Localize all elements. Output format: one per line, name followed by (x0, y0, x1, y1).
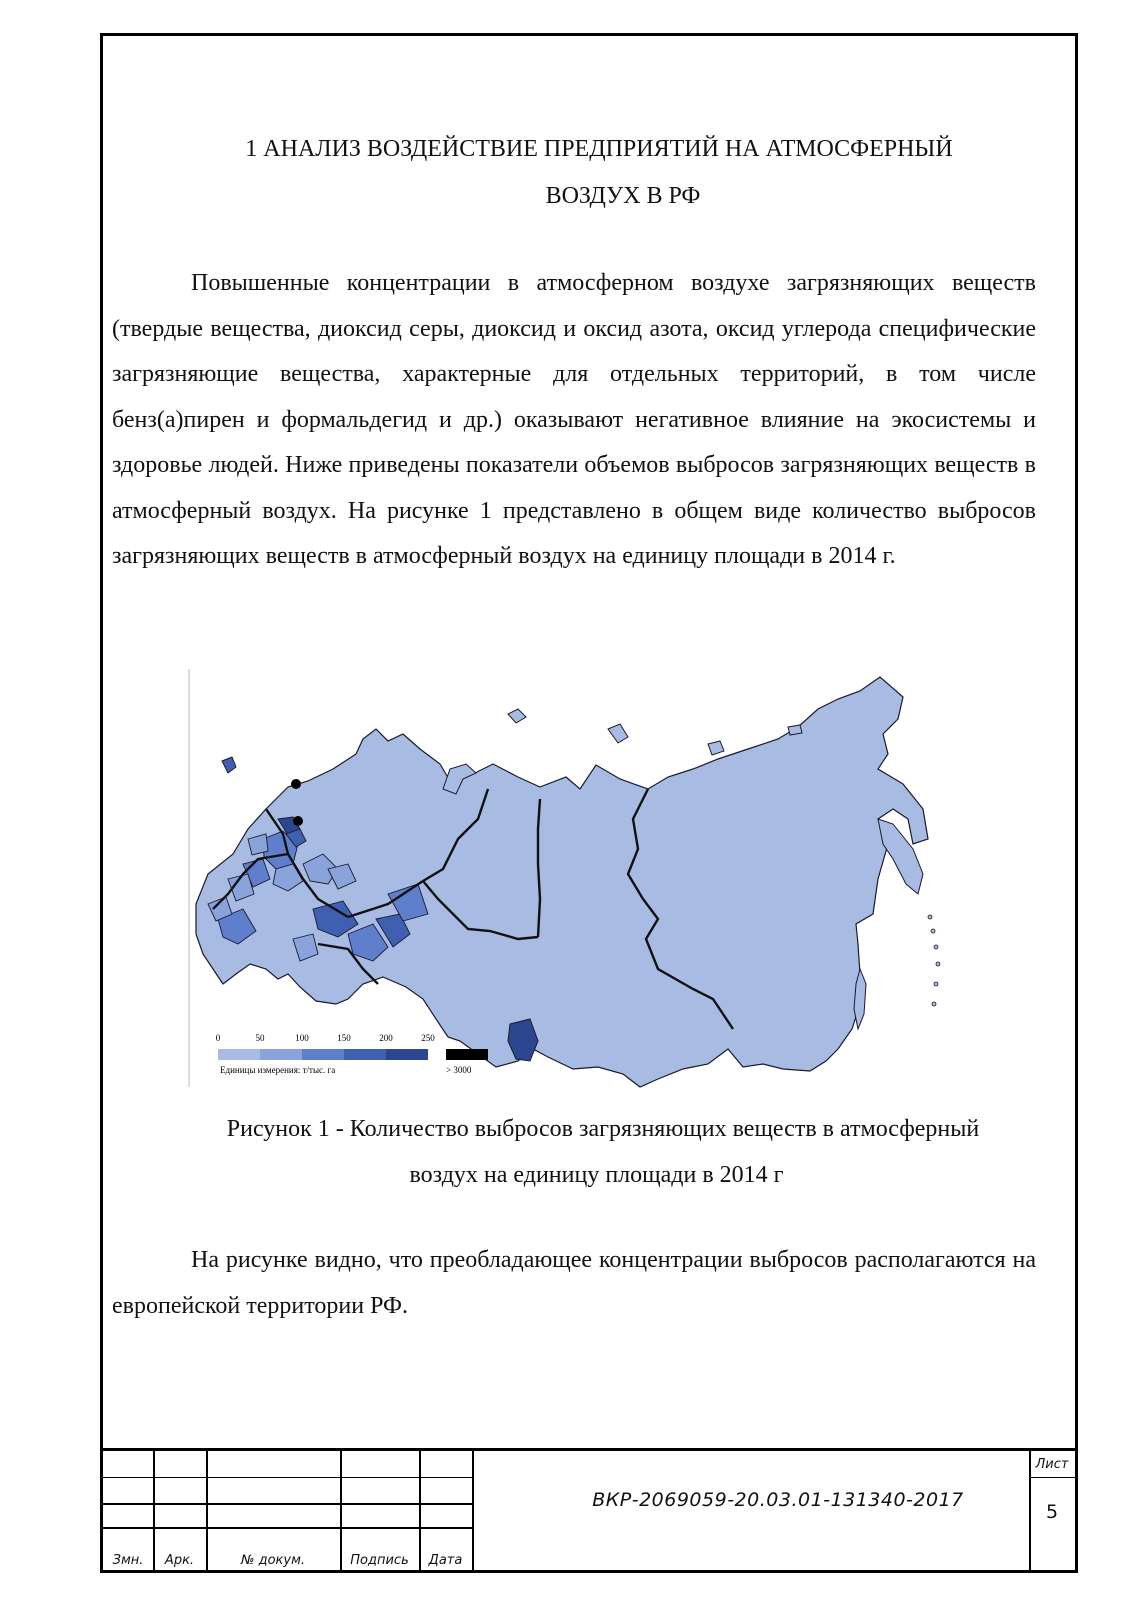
paragraph-2-text: На рисунке видно, что преобладающее концентрации выбросов располагаются на европейской территории РФ. (112, 1247, 1036, 1319)
tb-sheet-divider (1029, 1477, 1075, 1478)
legend-tick-100: 100 (295, 1033, 309, 1043)
section-heading (103, 126, 1075, 220)
map-island-wrangel (788, 725, 802, 735)
legend-swatch-2 (260, 1049, 302, 1060)
tb-label-date: Дата (428, 1553, 463, 1568)
tb-col-5 (472, 1451, 474, 1570)
legend-unit-label: Единицы измерения: т/тыс. га (220, 1065, 336, 1075)
page-frame (100, 33, 1078, 1573)
tb-row-2 (103, 1503, 472, 1505)
map-kuril-islands (928, 915, 940, 1006)
legend-tick-150: 150 (337, 1033, 351, 1043)
document-code: ВКР-2069059-20.03.01-131340-2017 (592, 1489, 964, 1511)
tb-label-sheet: Арк. (164, 1553, 195, 1568)
legend-tick-200: 200 (379, 1033, 393, 1043)
map-region-kaliningrad (222, 757, 236, 773)
legend-swatch-7 (446, 1049, 488, 1060)
map-island-novosibirsk (708, 741, 724, 755)
map-island-franz-josef (508, 709, 526, 723)
sheet-number: 5 (1045, 1501, 1059, 1523)
tb-row-3 (103, 1527, 472, 1529)
legend-tick-0: 0 (215, 1033, 221, 1043)
body-paragraph-2 (112, 1238, 1036, 1329)
caption-line-1: Рисунок 1 - Количество выбросов загрязняющих веществ в атмосферный (226, 1116, 980, 1142)
legend-tick-250: 250 (421, 1033, 435, 1043)
legend-swatch-5 (386, 1049, 428, 1060)
tb-row-1 (103, 1477, 472, 1478)
paragraph-1-text: Повышенные концентрации в атмосферном воздухе загрязняющих веществ (твердые вещества, диоксид серы, диоксид и оксид азота, оксид углерода специфические загрязняющие вещества, характерные для отдельных территорий, в том числе бенз(а)пирен и формальдегид и др.) оказывают негативное влияние на экосистемы и здоровье людей. Ниже приведены показатели объемов выбросов загрязняющих веществ в атмосферный воздух. На рисунке 1 представлено в общем виде количество выбросов загрязняющих веществ в атмосферный воздух на единицу площади в 2014 г. (112, 270, 1036, 569)
caption-line-2: воздух на единицу площади в 2014 г (409, 1162, 784, 1188)
map-island-severnaya-zemlya (608, 724, 628, 743)
russia-emissions-map (188, 669, 978, 1089)
legend-swatch-3 (302, 1049, 344, 1060)
sheet-label: Лист (1035, 1457, 1069, 1472)
tb-label-signature: Подпись (350, 1553, 409, 1568)
heading-line-1: 1 АНАЛИЗ ВОЗДЕЙСТВИЕ ПРЕДПРИЯТИЙ НА АТМОСФЕРНЫЙ (245, 136, 953, 162)
map-legend (216, 1033, 488, 1075)
body-paragraph-1 (112, 261, 1036, 580)
legend-swatch-4 (344, 1049, 386, 1060)
title-block (103, 1448, 1075, 1570)
tb-label-change: Змн. (112, 1553, 144, 1568)
heading-line-2: ВОЗДУХ В РФ (545, 183, 701, 209)
legend-extra-label: > 3000 (446, 1065, 472, 1075)
figure-emissions-map (188, 669, 978, 1089)
legend-tick-50: 50 (255, 1033, 265, 1043)
legend-swatch-1 (218, 1049, 260, 1060)
tb-label-doc-number: № докум. (240, 1553, 306, 1568)
figure-caption (103, 1106, 1075, 1198)
